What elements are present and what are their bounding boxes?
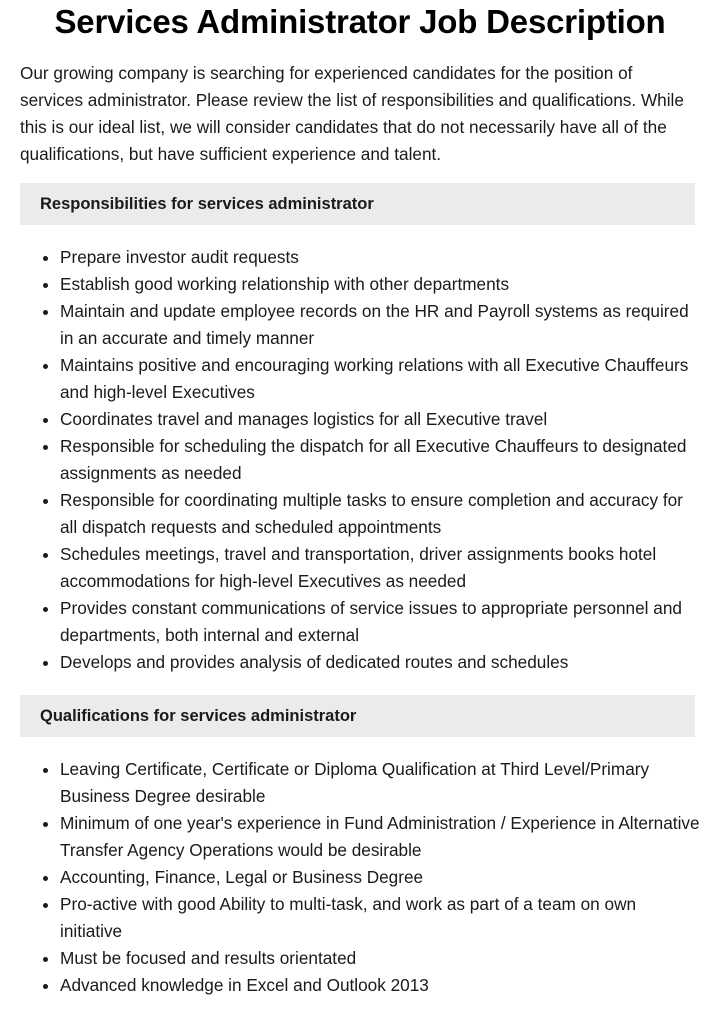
list-item: Minimum of one year's experience in Fund Administration / Experience in Alternative Transfer Agency Operations would be desirable (60, 810, 700, 864)
list-item: Provides constant communications of service issues to appropriate personnel and departments, both internal and external (60, 595, 700, 649)
list-item: Advanced knowledge in Excel and Outlook 2013 (60, 972, 700, 999)
list-item: Maintain and update employee records on the HR and Payroll systems as required in an accurate and timely manner (60, 298, 700, 352)
list-item: Schedules meetings, travel and transportation, driver assignments books hotel accommodations for high-level Executives as needed (60, 541, 700, 595)
list-item: Responsible for scheduling the dispatch for all Executive Chauffeurs to designated assignments as needed (60, 433, 700, 487)
list-item: Develops and provides analysis of dedicated routes and schedules (60, 649, 700, 676)
qualifications-heading: Qualifications for services administrator (40, 706, 357, 725)
qualifications-list (20, 756, 700, 999)
responsibilities-list (20, 244, 700, 676)
list-item: Pro-active with good Ability to multi-task, and work as part of a team on own initiative (60, 891, 700, 945)
list-item: Establish good working relationship with other departments (60, 271, 700, 298)
list-item: Leaving Certificate, Certificate or Diploma Qualification at Third Level/Primary Business Degree desirable (60, 756, 700, 810)
intro-paragraph: Our growing company is searching for experienced candidates for the position of services administrator. Please review the list of responsibilities and qualifications. While this is our ideal list, we will consider candidates that do not necessarily have all of the qualifications, but have sufficient experience and talent. (20, 63, 684, 164)
qualifications-header (20, 695, 695, 737)
list-item: Maintains positive and encouraging working relations with all Executive Chauffeurs and high-level Executives (60, 352, 700, 406)
list-item: Accounting, Finance, Legal or Business Degree (60, 864, 700, 891)
list-item: Prepare investor audit requests (60, 244, 700, 271)
list-item: Must be focused and results orientated (60, 945, 700, 972)
page-title: Services Administrator Job Description (54, 3, 666, 40)
list-item: Responsible for coordinating multiple tasks to ensure completion and accuracy for all dispatch requests and scheduled appointments (60, 487, 700, 541)
responsibilities-header (20, 183, 695, 225)
responsibilities-heading: Responsibilities for services administrator (40, 194, 374, 213)
list-item: Coordinates travel and manages logistics for all Executive travel (60, 406, 700, 433)
